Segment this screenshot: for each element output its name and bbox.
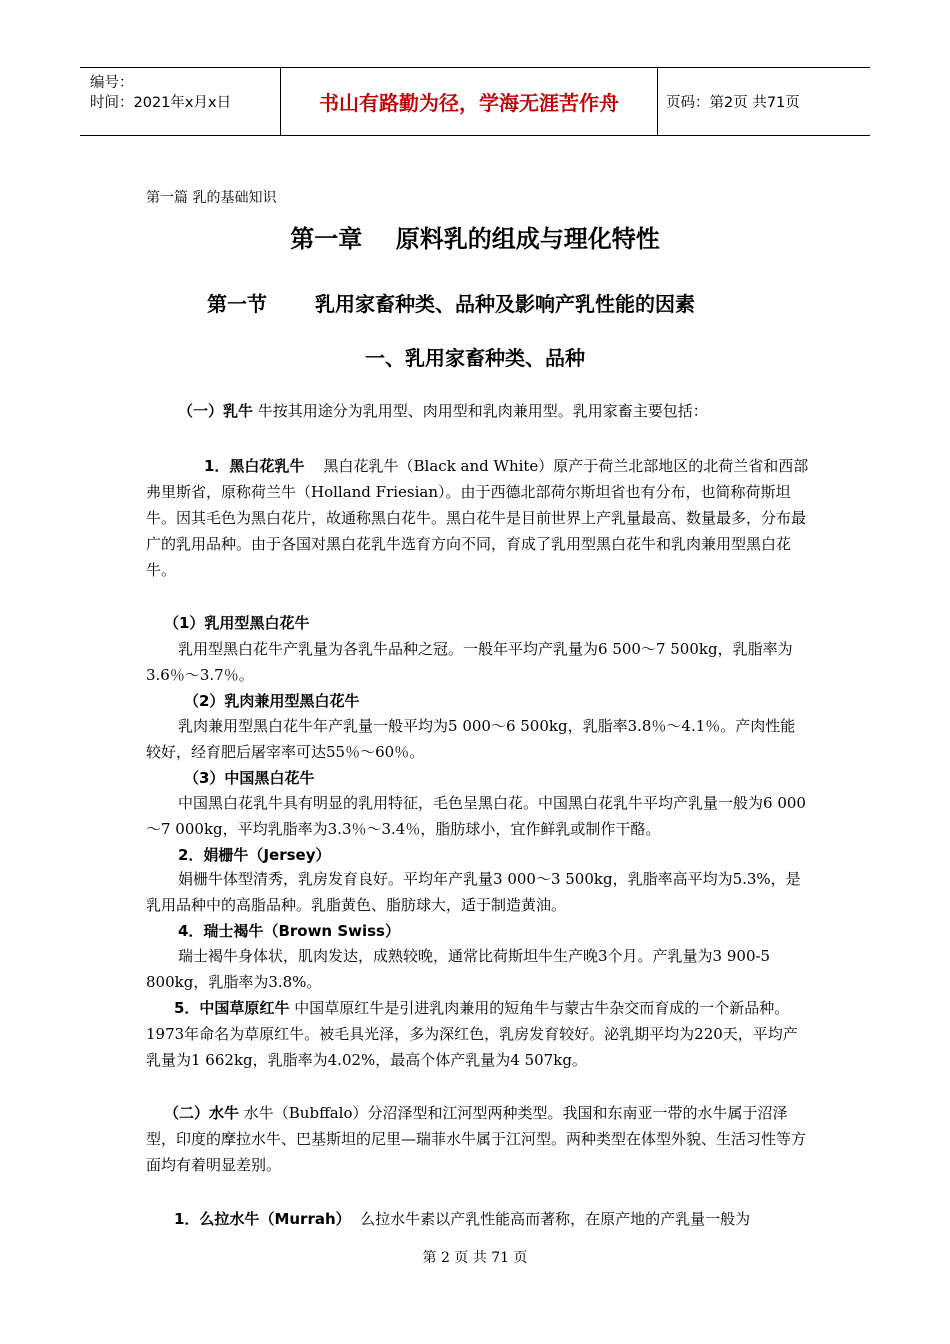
header-page-code: 页码：第2页 共71页 <box>666 95 800 111</box>
paragraph-steppe <box>146 995 810 1073</box>
page-footer: 第 2 页 共 71 页 <box>422 1250 528 1266</box>
part-title: 第一篇 乳的基础知识 <box>146 190 277 206</box>
dairy-heading-text: （1）乳用型黑白花牛 <box>164 614 310 632</box>
dual-text: 乳肉兼用型黑白花牛年产乳量一般平均为5 000～6 500kg，乳脂率3.8％～4.1％。产肉性能较好，经育肥后屠宰率可达55％～60％。 <box>146 717 796 761</box>
jersey-text: 娟栅牛体型清秀，乳房发育良好。平均年产乳量3 000～3 500kg，乳脂率高平均为5.3%，是乳用品种中的高脂品种。乳脂黄色、脂肪球大，适于制造黄油。 <box>146 870 801 914</box>
buffalo-text: 水牛（Bubffalo）分沼泽型和江河型两种类型。我国和东南亚一带的水牛属于沼泽型，印度的摩拉水牛、巴基斯坦的尼里—瑞菲水牛属于江河型。两种类型在体型外貌、生活习性等方面均有着明显差别。 <box>146 1104 807 1174</box>
number-label: 编号： <box>90 75 134 91</box>
paragraph-buffalo <box>146 1100 810 1178</box>
murrah-text: 么拉水牛素以产乳性能高而著称，在原产地的产乳量一般为 <box>350 1210 751 1228</box>
jersey-heading-text: 2．娟栅牛（Jersey） <box>178 846 331 864</box>
steppe-text: 中国草原红牛是引进乳肉兼用的短角牛与蒙古牛杂交而育成的一个新品种。1973年命名为草原红牛。被毛具光泽，多为深红色，乳房发育较好。泌乳期平均为220天，平均产乳量为1 662kg，乳脂率为4.02%，最高个体产乳量为4 507kg。 <box>146 999 798 1069</box>
holstein-text: 黑白花乳牛（Black and White）原产于荷兰北部地区的北荷兰省和西部弗里斯省，原称荷兰牛（Holland Friesian）。由于西德北部荷尔斯坦省也有分布，也简称荷斯坦牛。因其毛色为黑白花片，故通称黑白花牛。黑白花牛是目前世界上产乳量最高、数量最多，分布最广的乳用品种。由于各国对黑白花乳牛选育方向不同，育成了乳用型黑白花牛和乳肉兼用型黑白花牛。 <box>146 457 809 579</box>
dual-heading-text: （2）乳肉兼用型黑白花牛 <box>184 692 360 710</box>
murrah-heading: 1．么拉水牛（Murrah） <box>174 1210 351 1228</box>
dairy-text: 乳用型黑白花牛产乳量为各乳牛品种之冠。一般年平均产乳量为6 500～7 500kg，乳脂率为3.6％～3.7％。 <box>146 640 793 684</box>
swiss-heading <box>146 918 828 944</box>
dairy-heading <box>146 610 828 636</box>
paragraph-holstein <box>146 453 810 583</box>
steppe-heading: 5．中国草原红牛 <box>174 999 290 1017</box>
dual-heading <box>146 688 828 714</box>
paragraph-murrah <box>146 1206 810 1232</box>
holstein-heading: 1．黑白花乳牛 <box>204 457 305 475</box>
section-title: 乳用家畜种类、品种及影响产乳性能的因素 <box>315 292 695 316</box>
buffalo-heading: （二）水牛 <box>164 1104 240 1122</box>
china-text: 中国黑白花乳牛具有明显的乳用特征，毛色呈黑白花。中国黑白花乳牛平均产乳量一般为6 000～7 000kg，平均乳脂率为3.3％～3.4％，脂肪球小，宜作鲜乳或制作干酪。 <box>146 794 806 838</box>
jersey-heading <box>146 842 828 868</box>
swiss-heading-text: 4．瑞士褐牛（Brown Swiss） <box>178 922 400 940</box>
section-label: 第一节 <box>207 292 267 316</box>
cattle-heading: （一）乳牛 <box>178 402 254 420</box>
subsection-title: 一、乳用家畜种类、品种 <box>365 346 585 370</box>
section-heading <box>207 288 695 317</box>
paragraph-cattle <box>146 398 842 424</box>
header-motto: 书山有路勤为径，学海无涯苦作舟 <box>280 68 658 135</box>
china-heading <box>146 765 828 791</box>
cattle-text: 牛按其用途分为乳用型、肉用型和乳肉兼用型。乳用家畜主要包括： <box>253 402 708 420</box>
swiss-text: 瑞士褐牛身体状，肌肉发达，成熟较晚，通常比荷斯坦牛生产晚3个月。产乳量为3 900-5 800kg，乳脂率为3.8%。 <box>146 947 771 991</box>
page-header <box>80 67 870 136</box>
china-heading-text: （3）中国黑白花牛 <box>184 769 315 787</box>
chapter-title: 第一章 原料乳的组成与理化特性 <box>290 225 660 253</box>
time-label: 时间：2021年x月x日 <box>90 95 232 111</box>
header-meta <box>80 68 280 135</box>
